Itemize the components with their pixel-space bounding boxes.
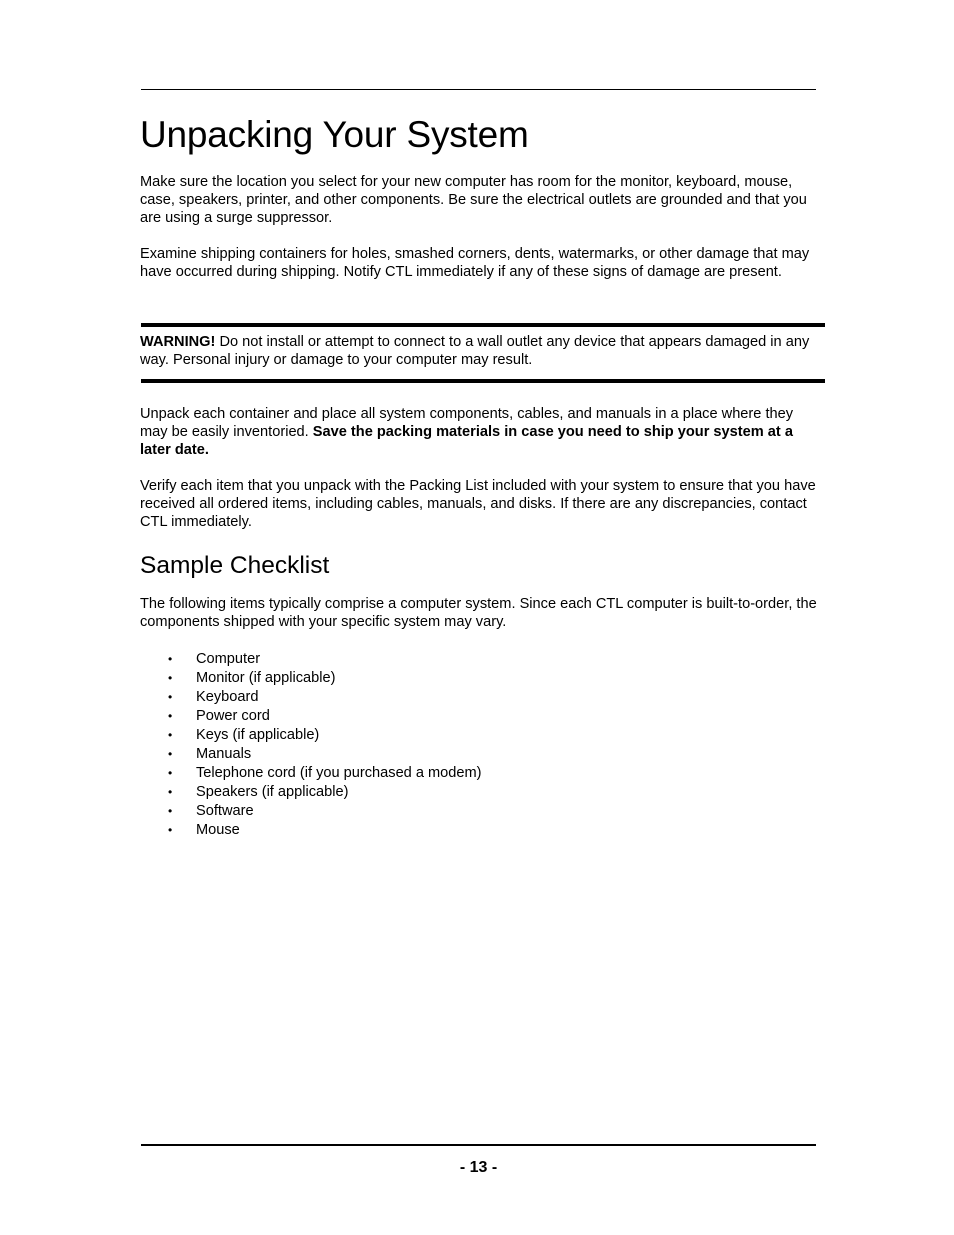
warning-bottom-rule bbox=[141, 379, 825, 383]
checklist-item-label: Keyboard bbox=[196, 689, 259, 705]
checklist-item bbox=[140, 821, 820, 840]
warning-top-rule bbox=[141, 323, 825, 327]
checklist-item-label: Software bbox=[196, 803, 254, 819]
checklist-item-label: Manuals bbox=[196, 746, 252, 762]
bullet-icon: • bbox=[168, 804, 173, 818]
footer-rule bbox=[141, 1144, 816, 1146]
bullet-icon: • bbox=[168, 747, 173, 761]
checklist-item bbox=[140, 707, 820, 726]
bullet-icon: • bbox=[168, 785, 173, 799]
warning-text bbox=[140, 333, 820, 369]
checklist-item bbox=[140, 688, 820, 707]
unpack-bold-text: Save the packing materials in case you need to ship your system at a later date. bbox=[140, 424, 793, 458]
checklist-item bbox=[140, 650, 820, 669]
checklist-item bbox=[140, 726, 820, 745]
page-title: Unpacking Your System bbox=[140, 114, 529, 155]
warning-label: WARNING! bbox=[140, 334, 216, 350]
header-rule bbox=[141, 89, 816, 90]
unpack-text: Unpack each container and place all system components, cables, and manuals in a place where they may be easily inventoried. bbox=[140, 406, 794, 440]
checklist-item bbox=[140, 802, 820, 821]
page-number: - 13 - bbox=[459, 1159, 498, 1176]
warning-box bbox=[141, 323, 825, 385]
unpack-paragraph bbox=[140, 405, 820, 459]
warning-body: Do not install or attempt to connect to a wall outlet any device that appears damaged in any way. Personal injury or damage to your computer may result. bbox=[140, 334, 810, 368]
checklist-item-label: Computer bbox=[196, 651, 261, 667]
checklist-item-label: Speakers (if applicable) bbox=[196, 784, 349, 800]
checklist-item bbox=[140, 669, 820, 688]
bullet-icon: • bbox=[168, 766, 173, 780]
checklist-item bbox=[140, 764, 820, 783]
checklist-item bbox=[140, 745, 820, 764]
checklist-item-label: Monitor (if applicable) bbox=[196, 670, 336, 686]
location-paragraph: Make sure the location you select for your new computer has room for the monitor, keyboard, mouse, case, speakers, printer, and other components. Be sure the electrical outlets are grounded and that you are using a surge suppressor. bbox=[140, 174, 807, 226]
verify-paragraph: Verify each item that you unpack with the Packing List included with your system to ensure that you have received all ordered items, including cables, manuals, and disks. If there are any discrepancies, contact CTL immediately. bbox=[140, 478, 816, 530]
checklist bbox=[140, 650, 820, 840]
checklist-item-label: Keys (if applicable) bbox=[196, 727, 320, 743]
checklist-item-label: Power cord bbox=[196, 708, 270, 724]
bullet-icon: • bbox=[168, 671, 173, 685]
checklist-item-label: Mouse bbox=[196, 822, 240, 838]
checklist-heading: Sample Checklist bbox=[140, 552, 330, 579]
bullet-icon: • bbox=[168, 728, 173, 742]
unpack-section bbox=[140, 405, 820, 840]
bullet-icon: • bbox=[168, 690, 173, 704]
bullet-icon: • bbox=[168, 709, 173, 723]
bullet-icon: • bbox=[168, 652, 173, 666]
examine-paragraph: Examine shipping containers for holes, smashed corners, dents, watermarks, or other damage that may have occurred during shipping. Notify CTL immediately if any of these signs of damage are present. bbox=[140, 246, 810, 280]
bullet-icon: • bbox=[168, 823, 173, 837]
intro-section bbox=[140, 112, 820, 281]
checklist-item-label: Telephone cord (if you purchased a modem) bbox=[196, 765, 482, 781]
checklist-item bbox=[140, 783, 820, 802]
checklist-intro: The following items typically comprise a computer system. Since each CTL computer is built-to-order, the components shipped with your specific system may vary. bbox=[140, 596, 817, 630]
